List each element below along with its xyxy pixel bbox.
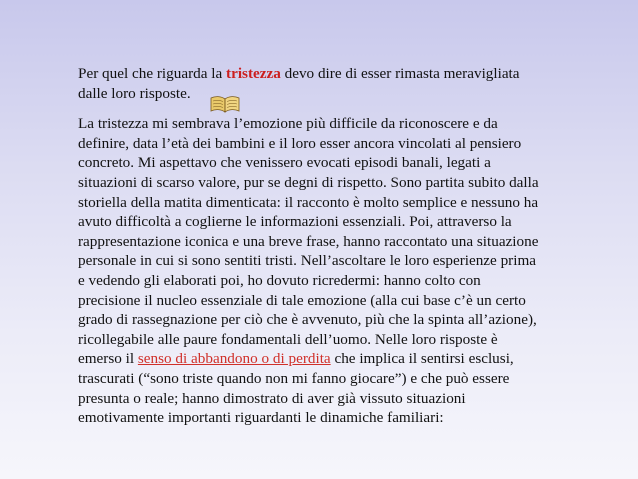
intro-line-1: Per quel che riguarda la tristezza devo dire di esser rimasta meravigliata <box>78 65 520 82</box>
text-block <box>78 64 568 428</box>
body-line: situazioni di scarso valore, pur se degni di rispetto. Sono partita subito dalla <box>78 173 539 191</box>
body-line: storiella della matita dimenticata: il racconto è molto semplice e nessuno ha <box>78 193 539 211</box>
body-line: personale in cui si sono sentiti tristi. Nell’ascoltare le loro esperienze prima <box>78 252 537 270</box>
body-line: precisione il nucleo essenziale di tale emozione (alla cui base c’è un certo <box>78 291 526 309</box>
body-line: trascurati (“sono triste quando non mi fanno giocare”) e che può essere <box>78 369 510 387</box>
body-line: avuto difficoltà a coglierne le informazioni essenziali. Poi, attraverso la <box>78 213 512 231</box>
tristezza-highlight: tristezza <box>226 65 281 82</box>
body-line: rappresentazione iconica e una breve frase, hanno raccontato una situazione <box>78 232 539 250</box>
intro-paragraph <box>78 64 568 103</box>
intro-line-2: dalle loro risposte. <box>78 84 191 102</box>
body-line: presunta o reale; hanno dimostrato di aver già vissuto situazioni <box>78 389 466 407</box>
body-paragraph <box>78 114 568 428</box>
open-book-icon <box>210 94 240 114</box>
body-line: grado di rassegnazione per ciò che è avvenuto, più che la spinta all’azione), <box>78 311 537 329</box>
abbandono-link[interactable]: senso di abbandono o di perdita <box>137 350 331 368</box>
body-line: La tristezza mi sembrava l’emozione più difficile da riconoscere e da <box>78 115 498 133</box>
body-line: concreto. Mi aspettavo che venissero evocati episodi banali, legati a <box>78 154 491 172</box>
emphasis-line: emerso il senso di abbandono o di perdita che implica il sentirsi esclusi, <box>78 350 514 368</box>
body-line: definire, data l’età dei bambini e il loro esser ancora vincolati al pensiero <box>78 134 522 152</box>
body-line: e vedendo gli elaborati poi, ho dovuto ricredermi: hanno colto con <box>78 271 481 289</box>
body-line: emotivamente importanti riguardanti le dinamiche familiari: <box>78 409 444 427</box>
body-line: ricollegabile alle paure fondamentali dell’uomo. Nelle loro risposte è <box>78 330 498 348</box>
